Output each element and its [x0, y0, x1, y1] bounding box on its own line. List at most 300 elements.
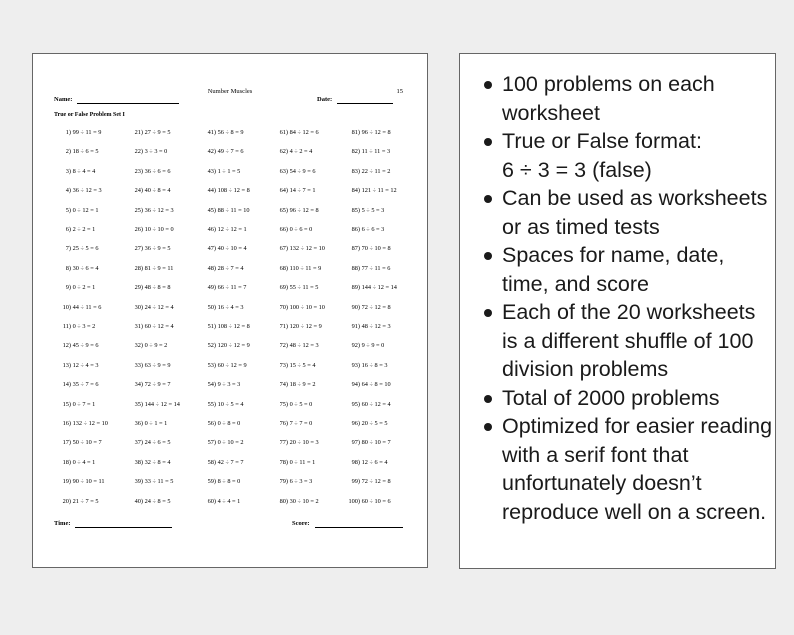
problem-number: 18)	[62, 458, 71, 466]
problem-number: 68)	[279, 264, 288, 272]
problem-item	[199, 478, 240, 485]
problem-equation: 25 ÷ 5 = 6	[72, 245, 99, 253]
problem-equation: 12 ÷ 4 = 3	[72, 361, 99, 369]
problem-equation: 27 ÷ 9 = 5	[144, 129, 171, 136]
problem-number: 40)	[134, 497, 143, 505]
problem-number: 84)	[351, 187, 360, 195]
problem-number: 25)	[134, 206, 143, 214]
problem-equation: 60 ÷ 12 = 9	[217, 361, 247, 369]
problem-equation: 40 ÷ 8 = 4	[144, 187, 171, 195]
problem-equation: 9 ÷ 9 = 0	[361, 342, 385, 350]
problem-equation: 64 ÷ 8 = 10	[361, 381, 391, 389]
problem-item	[271, 362, 315, 369]
problem-item	[126, 401, 180, 408]
problem-number: 80)	[279, 497, 288, 505]
problem-number: 66)	[279, 226, 288, 233]
problem-number: 35)	[134, 400, 143, 408]
problem-item	[126, 265, 173, 272]
problem-equation: 81 ÷ 9 = 11	[144, 264, 174, 272]
problem-equation: 8 ÷ 8 = 0	[217, 478, 241, 486]
problem-item	[343, 420, 387, 427]
problem-equation: 70 ÷ 10 = 8	[361, 245, 391, 253]
problem-equation: 48 ÷ 8 = 8	[144, 284, 171, 292]
problem-item	[54, 478, 105, 485]
problem-item	[54, 129, 101, 136]
problem-equation: 72 ÷ 12 = 8	[361, 478, 391, 486]
problem-equation: 5 ÷ 5 = 3	[361, 206, 385, 214]
problem-equation: 144 ÷ 12 = 14	[361, 284, 397, 292]
problem-equation: 0 ÷ 9 = 2	[144, 342, 168, 350]
problem-equation: 6 ÷ 6 = 3	[361, 226, 385, 233]
problem-item	[271, 168, 315, 175]
problem-number: 36)	[134, 420, 143, 427]
problem-equation: 30 ÷ 10 = 2	[289, 497, 319, 505]
problem-item	[271, 284, 318, 291]
problem-number: 64)	[279, 187, 288, 195]
problem-equation: 7 ÷ 7 = 0	[289, 420, 313, 427]
problem-item	[199, 342, 250, 349]
problem-item	[271, 148, 312, 155]
problem-item	[54, 148, 98, 155]
date-line	[337, 103, 393, 104]
bullet-dot-icon	[484, 138, 492, 146]
problem-equation: 72 ÷ 12 = 8	[361, 303, 391, 311]
problem-number: 75)	[279, 400, 288, 408]
problem-item	[54, 187, 102, 194]
problem-equation: 108 ÷ 12 = 8	[217, 187, 250, 195]
problem-equation: 56 ÷ 8 = 9	[217, 129, 244, 136]
problem-equation: 100 ÷ 10 = 10	[289, 303, 325, 311]
problem-number: 54)	[207, 381, 216, 389]
problem-equation: 9 ÷ 3 = 3	[217, 381, 241, 389]
problem-number: 31)	[134, 323, 143, 330]
bullet-dot-icon	[484, 395, 492, 403]
problem-item	[54, 459, 95, 466]
problem-number: 53)	[207, 361, 216, 369]
problem-item	[199, 401, 243, 408]
problem-equation: 120 ÷ 12 = 9	[217, 342, 250, 350]
problem-number: 71)	[279, 323, 288, 330]
problem-number: 27)	[134, 245, 143, 253]
problem-equation: 16 ÷ 4 = 3	[217, 303, 244, 311]
problem-number: 33)	[134, 361, 143, 369]
feature-bullet	[484, 184, 774, 241]
problem-equation: 3 ÷ 3 = 0	[144, 148, 168, 156]
problem-equation: 33 ÷ 11 = 5	[144, 478, 174, 486]
problem-equation: 36 ÷ 12 = 3	[72, 187, 102, 195]
problem-number: 76)	[279, 420, 288, 427]
problem-equation: 24 ÷ 8 = 5	[144, 497, 171, 505]
feature-text: 100 problems on each worksheet	[502, 72, 715, 125]
problem-number: 30)	[134, 303, 143, 311]
problem-equation: 30 ÷ 6 = 4	[72, 264, 99, 272]
problem-item	[54, 168, 95, 175]
problem-item	[54, 284, 95, 291]
problem-number: 69)	[279, 284, 288, 292]
bullet-dot-icon	[484, 309, 492, 317]
problem-equation: 84 ÷ 12 = 6	[289, 129, 319, 136]
problem-item	[343, 459, 387, 466]
score-line	[315, 527, 403, 528]
problem-number: 96)	[351, 420, 360, 427]
problem-number: 16)	[62, 420, 71, 427]
problem-item	[343, 439, 391, 446]
problem-number: 79)	[279, 478, 288, 486]
problem-number: 57)	[207, 439, 216, 447]
problem-equation: 0 ÷ 4 = 1	[72, 458, 96, 466]
problem-number: 10)	[62, 303, 71, 311]
problem-number: 59)	[207, 478, 216, 486]
bullet-dot-icon	[484, 423, 492, 431]
problem-item	[126, 148, 167, 155]
problem-number: 74)	[279, 381, 288, 389]
problem-item	[126, 459, 170, 466]
problem-item	[343, 304, 391, 311]
problem-equation: 132 ÷ 12 = 10	[289, 245, 325, 253]
problem-equation: 6 ÷ 3 = 3	[289, 478, 313, 486]
problem-number: 45)	[207, 206, 216, 214]
problem-number: 46)	[207, 226, 216, 233]
problem-item	[126, 304, 174, 311]
problem-number: 98)	[351, 458, 360, 466]
problem-item	[199, 323, 250, 330]
problem-item	[199, 420, 240, 427]
time-label: Time:	[54, 520, 71, 527]
bullet-dot-icon	[484, 81, 492, 89]
feature-bullet	[484, 412, 774, 526]
problem-equation: 18 ÷ 6 = 5	[72, 148, 99, 156]
problem-item	[343, 187, 397, 194]
problem-number: 86)	[351, 226, 360, 233]
problem-equation: 88 ÷ 11 = 10	[217, 206, 250, 214]
problem-item	[199, 284, 246, 291]
problem-number: 52)	[207, 342, 216, 350]
problem-equation: 49 ÷ 7 = 6	[217, 148, 244, 156]
problem-number: 67)	[279, 245, 288, 253]
problem-equation: 8 ÷ 4 = 4	[72, 167, 96, 175]
problem-equation: 36 ÷ 9 = 5	[144, 245, 171, 253]
problem-number: 38)	[134, 458, 143, 466]
problem-equation: 24 ÷ 12 = 4	[144, 303, 174, 311]
feature-text: Optimized for easier reading with a serif font that unfortunately doesn’t reproduce well on a screen.	[502, 414, 773, 524]
problem-item	[54, 439, 102, 446]
feature-text: Total of 2000 problems	[502, 385, 720, 410]
problem-number: 9)	[65, 284, 71, 292]
problem-item	[271, 226, 312, 233]
problem-item	[271, 342, 319, 349]
problem-equation: 55 ÷ 11 = 5	[289, 284, 319, 292]
problem-equation: 20 ÷ 10 = 3	[289, 439, 319, 447]
problem-number: 56)	[207, 420, 216, 427]
time-line	[75, 527, 172, 528]
problem-item	[343, 226, 384, 233]
problem-equation: 66 ÷ 11 = 7	[217, 284, 247, 292]
problem-number: 63)	[279, 167, 288, 175]
problem-item	[271, 304, 325, 311]
feature-bullet	[484, 70, 774, 127]
problem-number: 91)	[351, 323, 360, 330]
problem-number: 70)	[279, 303, 288, 311]
problem-equation: 99 ÷ 11 = 9	[72, 129, 102, 136]
problem-item	[54, 498, 98, 505]
problem-equation: 32 ÷ 8 = 4	[144, 458, 171, 466]
problem-item	[126, 362, 170, 369]
problem-equation: 36 ÷ 6 = 6	[144, 167, 171, 175]
feature-bullet	[484, 298, 774, 384]
problem-equation: 0 ÷ 8 = 0	[217, 420, 241, 427]
problem-equation: 42 ÷ 7 = 7	[217, 458, 244, 466]
problem-item	[271, 439, 319, 446]
problem-number: 23)	[134, 167, 143, 175]
bullet-dot-icon	[484, 195, 492, 203]
problem-equation: 0 ÷ 11 = 1	[289, 458, 316, 466]
problem-item	[199, 265, 243, 272]
problem-number: 5)	[65, 206, 71, 214]
problem-equation: 36 ÷ 12 = 3	[144, 206, 174, 214]
problem-item	[199, 362, 247, 369]
problem-equation: 10 ÷ 10 = 0	[144, 226, 174, 233]
problem-equation: 12 ÷ 12 = 1	[217, 226, 247, 233]
problem-equation: 48 ÷ 12 = 3	[361, 323, 391, 330]
problem-item	[126, 478, 173, 485]
feature-text: Can be used as worksheets or as timed tests	[502, 186, 768, 239]
problem-number: 28)	[134, 264, 143, 272]
problem-number: 41)	[207, 129, 216, 136]
worksheet-page	[32, 53, 428, 568]
problem-equation: 121 ÷ 11 = 12	[361, 187, 397, 195]
problem-equation: 144 ÷ 12 = 14	[144, 400, 180, 408]
problem-item	[271, 381, 315, 388]
problem-equation: 60 ÷ 12 = 4	[361, 400, 391, 408]
problem-number: 51)	[207, 323, 216, 330]
problem-item	[343, 498, 391, 505]
problem-equation: 35 ÷ 7 = 6	[72, 381, 99, 389]
problem-item	[199, 129, 243, 136]
problem-number: 12)	[62, 342, 71, 350]
problem-item	[271, 207, 319, 214]
problem-number: 21)	[134, 129, 143, 136]
problem-equation: 96 ÷ 12 = 8	[361, 129, 391, 136]
feature-bullet	[484, 241, 774, 298]
problem-item	[343, 381, 391, 388]
feature-text: Each of the 20 worksheets is a different shuffle of 100 division problems	[502, 300, 756, 381]
problem-equation: 18 ÷ 9 = 2	[289, 381, 316, 389]
problem-set-title: True or False Problem Set I	[54, 112, 125, 118]
problem-equation: 0 ÷ 5 = 0	[289, 400, 313, 408]
problem-equation: 40 ÷ 10 = 4	[217, 245, 247, 253]
problem-item	[199, 498, 240, 505]
problem-equation: 54 ÷ 9 = 6	[289, 167, 316, 175]
problem-item	[199, 207, 250, 214]
problem-item	[343, 284, 397, 291]
problem-item	[126, 323, 174, 330]
problem-equation: 0 ÷ 7 = 1	[72, 400, 96, 408]
problem-number: 44)	[207, 187, 216, 195]
problem-equation: 132 ÷ 12 = 10	[72, 420, 108, 427]
problem-equation: 16 ÷ 8 = 3	[361, 361, 388, 369]
problem-item	[54, 420, 108, 427]
worksheet-page-number: 15	[396, 88, 403, 95]
problem-item	[199, 187, 250, 194]
problem-item	[199, 226, 247, 233]
problem-item	[271, 187, 315, 194]
problem-number: 2)	[65, 148, 71, 156]
problem-item	[54, 304, 101, 311]
problem-item	[126, 381, 170, 388]
problem-number: 94)	[351, 381, 360, 389]
problem-equation: 21 ÷ 7 = 5	[72, 497, 99, 505]
feature-bullet	[484, 127, 774, 184]
problem-number: 49)	[207, 284, 216, 292]
problem-item	[126, 129, 170, 136]
problem-equation: 1 ÷ 1 = 5	[217, 167, 241, 175]
problem-equation: 77 ÷ 11 = 6	[361, 264, 391, 272]
problem-equation: 50 ÷ 10 = 7	[72, 439, 102, 447]
problem-item	[126, 207, 174, 214]
problem-equation: 0 ÷ 3 = 2	[72, 323, 96, 330]
problem-equation: 20 ÷ 5 = 5	[361, 420, 388, 427]
problem-number: 14)	[62, 381, 71, 389]
problem-equation: 22 ÷ 11 = 2	[361, 167, 391, 175]
problem-number: 39)	[134, 478, 143, 486]
name-label: Name:	[54, 96, 73, 103]
problem-number: 85)	[351, 206, 360, 214]
feature-text: Spaces for name, date, time, and score	[502, 243, 725, 296]
problem-number: 55)	[207, 400, 216, 408]
problem-item	[54, 226, 95, 233]
problem-equation: 96 ÷ 12 = 8	[289, 206, 319, 214]
problem-number: 78)	[279, 458, 288, 466]
problem-number: 26)	[134, 226, 143, 233]
features-list	[484, 70, 774, 526]
problem-equation: 44 ÷ 11 = 6	[72, 303, 102, 311]
problem-number: 34)	[134, 381, 143, 389]
name-line	[77, 103, 179, 104]
problem-item	[199, 245, 247, 252]
problem-number: 58)	[207, 458, 216, 466]
problem-item	[343, 401, 391, 408]
problem-number: 90)	[351, 303, 360, 311]
problem-item	[199, 381, 240, 388]
problem-number: 37)	[134, 439, 143, 447]
bullet-dot-icon	[484, 252, 492, 260]
problem-item	[199, 439, 243, 446]
problem-equation: 80 ÷ 10 = 7	[361, 439, 391, 447]
problem-number: 65)	[279, 206, 288, 214]
problem-equation: 0 ÷ 6 = 0	[289, 226, 313, 233]
problem-item	[126, 498, 170, 505]
problem-number: 42)	[207, 148, 216, 156]
problem-number: 47)	[207, 245, 216, 253]
problem-number: 100)	[348, 497, 360, 505]
problem-number: 7)	[65, 245, 71, 253]
feature-text: True or False format: 6 ÷ 3 = 3 (false)	[502, 129, 702, 182]
problem-equation: 72 ÷ 9 = 7	[144, 381, 171, 389]
problem-item	[271, 129, 319, 136]
problem-number: 99)	[351, 478, 360, 486]
problem-item	[271, 401, 312, 408]
problem-number: 72)	[279, 342, 288, 350]
problem-number: 50)	[207, 303, 216, 311]
problem-item	[343, 342, 384, 349]
problem-number: 22)	[134, 148, 143, 156]
problem-equation: 4 ÷ 4 = 1	[217, 497, 241, 505]
problem-equation: 110 ÷ 11 = 9	[289, 264, 322, 272]
problem-number: 93)	[351, 361, 360, 369]
problem-item	[271, 498, 319, 505]
problem-item	[54, 362, 98, 369]
problem-item	[54, 323, 95, 330]
problem-equation: 120 ÷ 12 = 9	[289, 323, 322, 330]
problem-number: 83)	[351, 167, 360, 175]
problem-item	[343, 129, 391, 136]
problem-item	[199, 459, 243, 466]
problem-item	[343, 323, 391, 330]
problem-item	[54, 265, 98, 272]
problem-item	[126, 245, 170, 252]
features-panel	[459, 53, 776, 569]
problem-equation: 12 ÷ 6 = 4	[361, 458, 388, 466]
problem-number: 13)	[62, 361, 71, 369]
problem-item	[126, 342, 167, 349]
problem-equation: 15 ÷ 5 = 4	[289, 361, 316, 369]
problem-item	[271, 420, 312, 427]
problem-equation: 14 ÷ 7 = 1	[289, 187, 316, 195]
problem-equation: 0 ÷ 1 = 1	[144, 420, 168, 427]
problem-item	[126, 168, 170, 175]
score-label: Score:	[292, 520, 310, 527]
problem-item	[199, 148, 243, 155]
problem-item	[54, 381, 98, 388]
problem-item	[126, 439, 170, 446]
problem-item	[54, 245, 98, 252]
problem-equation: 60 ÷ 12 = 4	[144, 323, 174, 330]
problem-equation: 90 ÷ 10 = 11	[72, 478, 105, 486]
problem-item	[343, 478, 391, 485]
problem-number: 92)	[351, 342, 360, 350]
problem-number: 17)	[62, 439, 71, 447]
problem-number: 62)	[279, 148, 288, 156]
problem-item	[271, 323, 322, 330]
problem-equation: 60 ÷ 10 = 6	[361, 497, 391, 505]
problem-number: 43)	[207, 167, 216, 175]
problem-number: 15)	[62, 400, 71, 408]
problem-item	[271, 478, 312, 485]
problem-item	[126, 226, 174, 233]
problem-equation: 48 ÷ 12 = 3	[289, 342, 319, 350]
problem-item	[126, 284, 170, 291]
problem-number: 81)	[351, 129, 360, 136]
date-label: Date:	[317, 96, 333, 103]
problem-equation: 0 ÷ 10 = 2	[217, 439, 244, 447]
problem-number: 3)	[65, 167, 71, 175]
problem-item	[54, 207, 98, 214]
problem-number: 95)	[351, 400, 360, 408]
problem-number: 20)	[62, 497, 71, 505]
problem-number: 87)	[351, 245, 360, 253]
problem-equation: 45 ÷ 9 = 6	[72, 342, 99, 350]
problem-item	[343, 207, 384, 214]
problem-equation: 11 ÷ 11 = 3	[361, 148, 391, 156]
problem-equation: 0 ÷ 12 = 1	[72, 206, 99, 214]
problem-number: 29)	[134, 284, 143, 292]
problem-equation: 28 ÷ 7 = 4	[217, 264, 244, 272]
problem-item	[343, 168, 390, 175]
problem-number: 4)	[65, 187, 71, 195]
problem-item	[271, 459, 315, 466]
problem-number: 11)	[62, 323, 71, 330]
problem-item	[343, 362, 387, 369]
